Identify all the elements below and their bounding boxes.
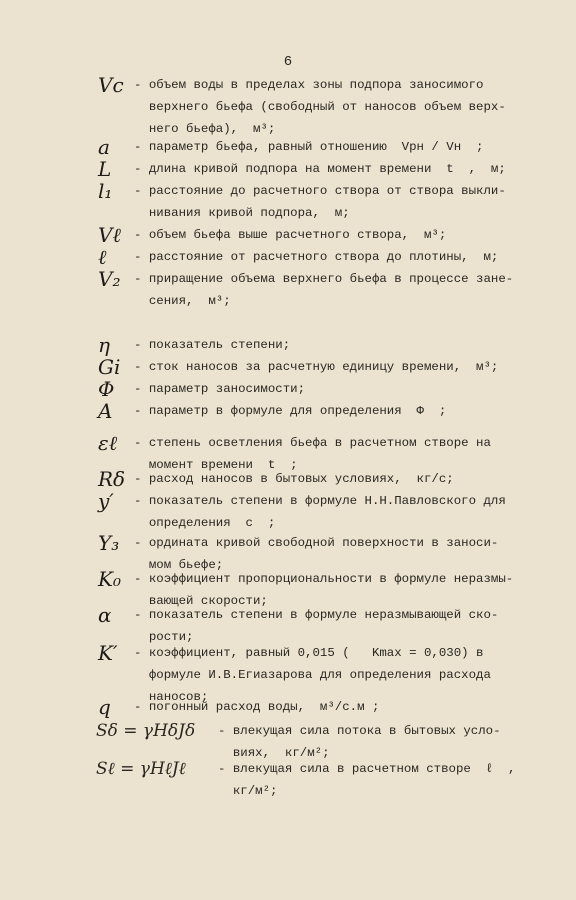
symbol-description: - расход наносов в бытовых условиях, кг/с; xyxy=(134,472,454,486)
symbol-description: - параметр в формуле для определения Φ ; xyxy=(134,404,447,418)
symbol: a xyxy=(98,135,110,159)
symbol-description: - степень осветления бьефа в расчетном створе на момент времени t ; xyxy=(134,436,491,472)
symbol: Vℓ xyxy=(98,223,121,247)
formula: Sδ = γHδJδ xyxy=(96,721,196,741)
symbol-description: - сток наносов за расчетную единицу времени, м³; xyxy=(134,360,499,374)
symbol-description: - параметр бьефа, равный отношению Vрн / Vн ; xyxy=(134,140,484,154)
symbol-description: - длина кривой подпора на момент времени t , м; xyxy=(134,162,506,176)
formula-description: - влекущая сила в расчетном створе ℓ , кг/м²; xyxy=(218,762,516,798)
symbol: η xyxy=(98,333,110,357)
symbol: Y₃ xyxy=(98,531,120,555)
symbol-description: - расстояние от расчетного створа до плотины, м; xyxy=(134,250,499,264)
page-number: 6 xyxy=(283,54,293,70)
symbol-description: - объем воды в пределах зоны подпора заносимого верхнего бьефа (свободный от наносов объем верх- него бьефа), м³; xyxy=(134,78,506,136)
symbol: εℓ xyxy=(98,431,118,455)
symbol: l₁ xyxy=(98,179,113,203)
symbol-description: - объем бьефа выше расчетного створа, м³; xyxy=(134,228,447,242)
symbol: K′ xyxy=(98,641,118,665)
symbol-description: - показатель степени; xyxy=(134,338,291,352)
symbol: L xyxy=(98,157,112,181)
symbol: A xyxy=(98,399,113,423)
symbol: ℓ xyxy=(98,245,107,269)
symbol: K₀ xyxy=(98,567,121,591)
symbol: Φ xyxy=(98,377,115,401)
symbol-description: - параметр заносимости; xyxy=(134,382,306,396)
symbol: Rδ xyxy=(98,467,126,491)
symbol-description: - показатель степени в формуле неразмывающей ско- рости; xyxy=(134,608,499,644)
symbol: y′ xyxy=(98,489,114,513)
symbol-description: - погонный расход воды, м³/с.м ; xyxy=(134,700,380,714)
symbol: q xyxy=(98,695,111,719)
symbol-description: - ордината кривой свободной поверхности в заноси- мом бьефе; xyxy=(134,536,499,572)
symbol-description: - расстояние до расчетного створа от створа выкли- нивания кривой подпора, м; xyxy=(134,184,506,220)
symbol-description: - коэффициент пропорциональности в формуле неразмы- вающей скорости; xyxy=(134,572,514,608)
formula: Sℓ = γHℓJℓ xyxy=(96,759,186,779)
symbol: Vc xyxy=(98,73,124,97)
symbol: Gi xyxy=(98,355,121,379)
symbol-description: - приращение объема верхнего бьефа в процессе зане- сения, м³; xyxy=(134,272,514,308)
symbol: V₂ xyxy=(98,267,121,291)
symbol-description: - коэффициент, равный 0,015 ( Kmax = 0,030) в формуле И.В.Егиазарова для определения расхода наносов; xyxy=(134,646,491,704)
symbol: α xyxy=(98,603,112,627)
symbol-description: - показатель степени в формуле Н.Н.Павловского для определения c ; xyxy=(134,494,506,530)
formula-description: - влекущая сила потока в бытовых усло- виях, кг/м²; xyxy=(218,724,501,760)
